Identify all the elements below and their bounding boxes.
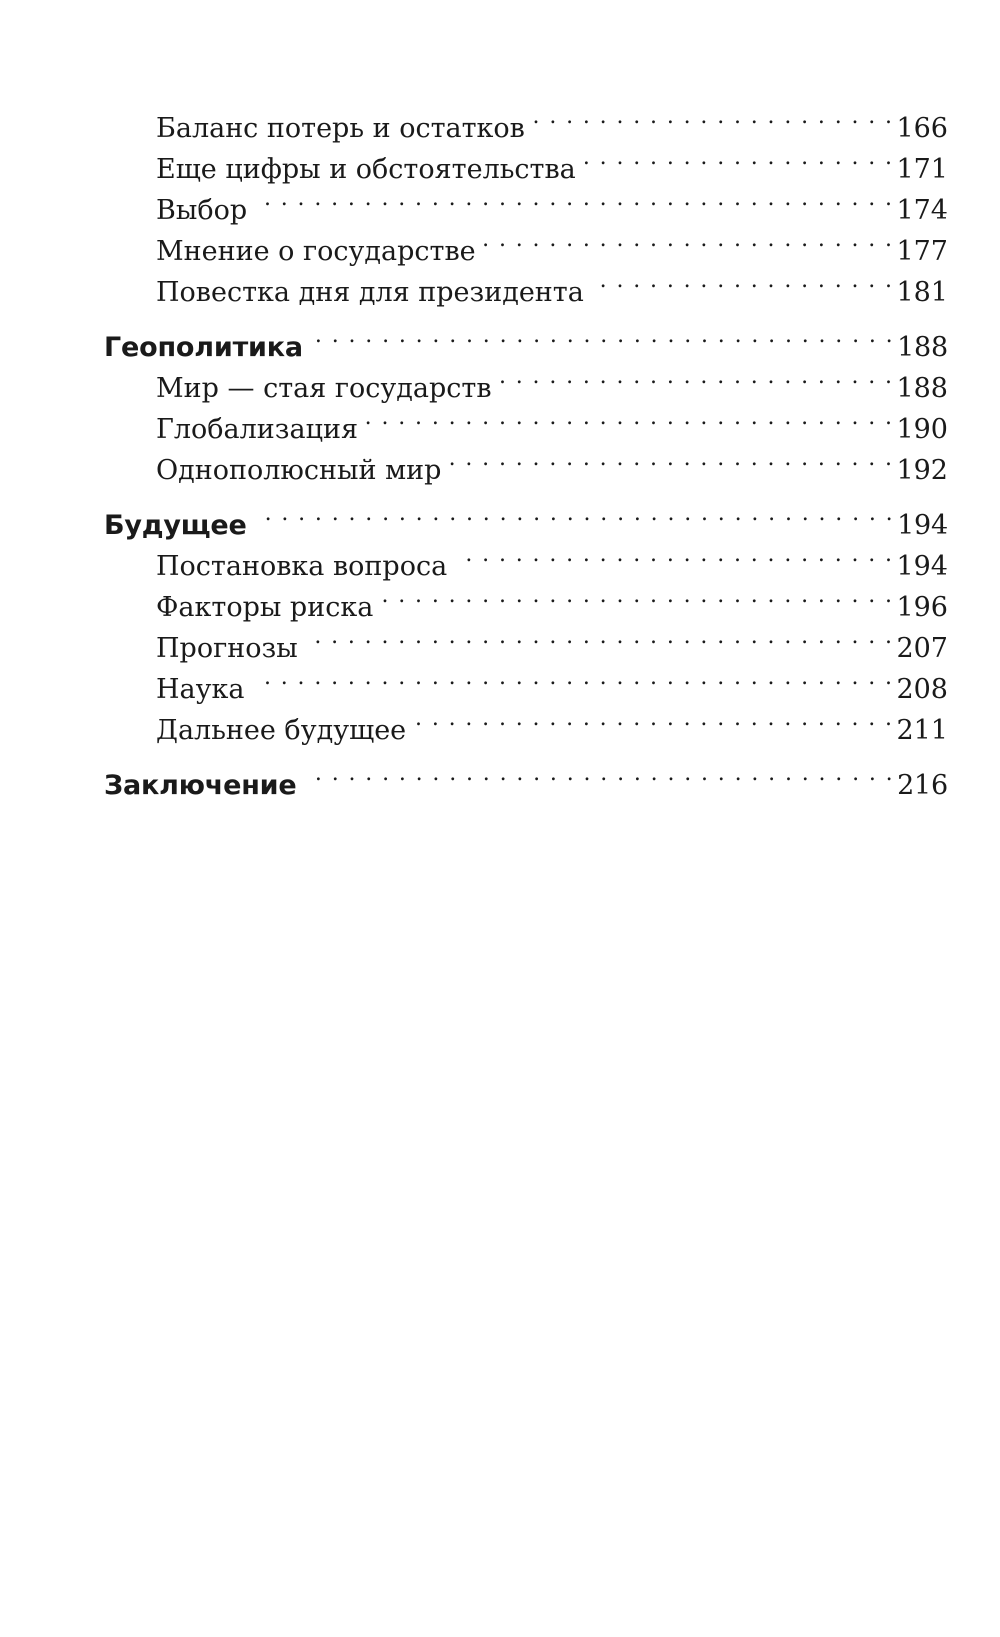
toc-entry-page: 192 xyxy=(896,455,948,486)
toc-entry-page: 190 xyxy=(896,414,948,445)
toc-entry-title: Дальнее будущее xyxy=(156,715,407,746)
toc-entry-title: Однополюсный мир xyxy=(156,455,442,486)
dot-leader xyxy=(592,260,894,301)
toc-entry-page: 211 xyxy=(896,715,948,746)
toc-entry-page: 188 xyxy=(896,373,948,404)
dot-leader xyxy=(584,137,894,178)
table-of-contents xyxy=(104,96,948,801)
toc-entry-title: Повестка дня для президента xyxy=(156,277,584,308)
toc-section-title: Геополитика xyxy=(104,332,303,363)
toc-entry-page: 196 xyxy=(896,592,948,623)
toc-section[interactable] xyxy=(104,315,948,363)
dot-leader xyxy=(533,96,894,137)
dot-leader xyxy=(484,219,894,260)
toc-entry-page: 181 xyxy=(896,277,948,308)
toc-entry-title: Мнение о государстве xyxy=(156,236,476,267)
toc-entry-title: Глобализация xyxy=(156,414,358,445)
toc-entry-page: 174 xyxy=(896,195,948,226)
toc-entry-page: 171 xyxy=(896,154,948,185)
toc-section-page: 194 xyxy=(897,510,948,541)
toc-entry-page: 177 xyxy=(896,236,948,267)
toc-entry-title: Еще цифры и обстоятельства xyxy=(156,154,576,185)
toc-entry-title: Факторы риска xyxy=(156,592,374,623)
toc-entry-page: 208 xyxy=(896,674,948,705)
toc-group xyxy=(104,753,948,801)
dot-leader xyxy=(366,397,893,438)
dot-leader xyxy=(253,657,894,698)
toc-section-page: 216 xyxy=(897,770,948,801)
toc-entry[interactable] xyxy=(104,96,948,144)
dot-leader xyxy=(414,698,893,739)
toc-group xyxy=(104,96,948,308)
dot-leader xyxy=(305,753,895,794)
toc-section-page: 188 xyxy=(897,332,948,363)
toc-entry-title: Выбор xyxy=(156,195,248,226)
toc-entry-page: 194 xyxy=(896,551,948,582)
toc-section[interactable] xyxy=(104,493,948,541)
dot-leader xyxy=(500,356,894,397)
dot-leader xyxy=(455,534,893,575)
toc-section-title: Будущее xyxy=(104,510,247,541)
dot-leader xyxy=(255,493,894,534)
toc-entry-title: Баланс потерь и остатков xyxy=(156,113,525,144)
dot-leader xyxy=(311,315,894,356)
toc-entry-title: Постановка вопроса xyxy=(156,551,448,582)
toc-group xyxy=(104,315,948,486)
dot-leader xyxy=(255,178,893,219)
toc-section[interactable] xyxy=(104,753,948,801)
toc-section-title: Заключение xyxy=(104,770,297,801)
toc-entry-page: 207 xyxy=(896,633,948,664)
dot-leader xyxy=(381,575,893,616)
toc-entry-page: 166 xyxy=(896,113,948,144)
toc-entry-title: Наука xyxy=(156,674,245,705)
dot-leader xyxy=(449,438,893,479)
toc-group xyxy=(104,493,948,746)
dot-leader xyxy=(306,616,894,657)
toc-entry-title: Прогнозы xyxy=(156,633,298,664)
toc-entry-title: Мир — стая государств xyxy=(156,373,492,404)
